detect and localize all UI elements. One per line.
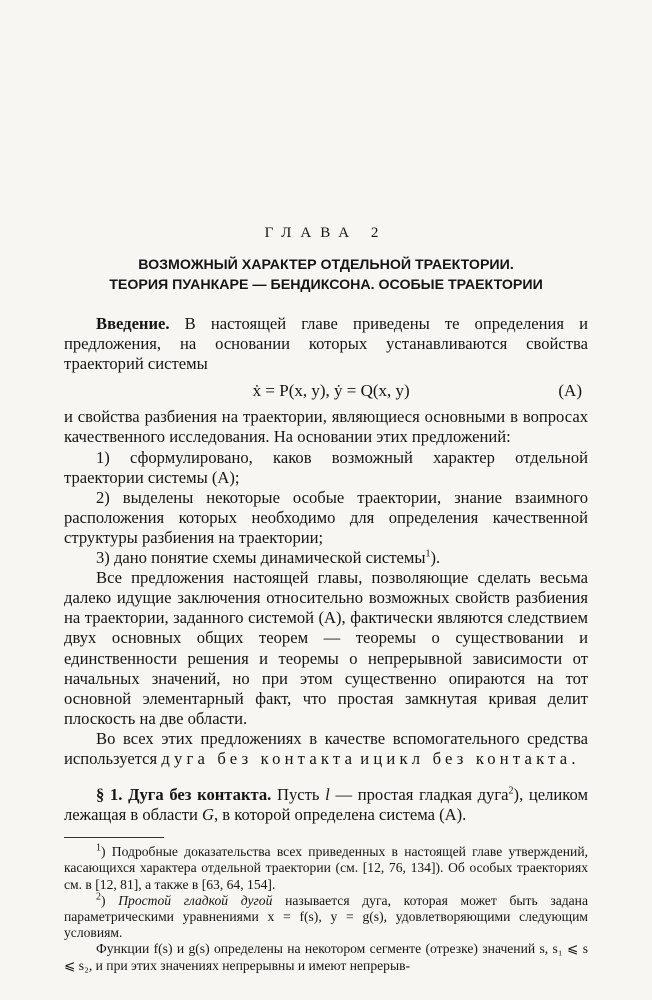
paragraph-tools: Во всех этих предложениях в качестве вспомогательного средства используется дуга без контакта и цикл без контакта. <box>64 728 588 768</box>
paragraph-after-equation: и свойства разбиения на траектории, являющиеся основными в вопросах качественного исследования. На основании этих предложений: <box>64 407 588 447</box>
list-item-1: 1) сформулировано, каков возможный характер отдельной траектории системы (A); <box>64 447 588 487</box>
term-cycle-without-contact: цикл без контакта <box>373 748 572 768</box>
term-arc-without-contact: дуга без контакта <box>161 748 357 768</box>
footnote-ref-1: 1 <box>425 548 431 560</box>
footnote-2: $^2$) Простой гладкой дугой называется дуга, которая может быть задана параметрическими уравнениями x = f(s), y = g(s), удовлетворяющими следующим условиям. <box>64 891 588 941</box>
footnote-ref-2: 2 <box>508 785 514 797</box>
chapter-label: ГЛАВА 2 <box>264 225 388 241</box>
intro-paragraph <box>64 314 588 374</box>
footnote-divider <box>64 837 164 838</box>
book-page <box>64 225 588 974</box>
section-1-heading: § 1. Дуга без контакта. <box>96 785 272 805</box>
equation-block <box>64 381 588 401</box>
paragraph-theorems: Все предложения настоящей главы, позволяющие сделать весьма далеко идущие заключения относительно возможных свойств разбиения на траектории, заданного системой (A), фактически являются следствием двух основных общих теорем — теоремы о существовании и единственности решения и теоремы о непрерывной зависимости от начальных значений, но при этом существенно опираются на тот основной элементарный факт, что простая замкнутая кривая делит плоскость на две области. <box>64 568 588 728</box>
list-item-2: 2) выделены некоторые особые траектории, знание взаимного расположения которых необходимо для определения качественной структуры разбиения на траектории; <box>64 487 588 547</box>
footnote-2-continued: Функции f(s) и g(s) определены на некотором сегменте (отрезке) значений s, s₁ ⩽ s ⩽ s₂, и при этих значениях непрерывны и имеют непрерыв- <box>64 941 588 973</box>
equation-label: (A) <box>558 381 582 401</box>
intro-lead: Введение. <box>96 314 170 333</box>
footnote-1: $^1$) Подробные доказательства всех приведенных в настоящей главе утверждений, касающихся характера отдельной траектории (см. [12, 76, 134]). Об особых траекториях см. в [12, 81], а также в [63, 64, 154]. <box>64 842 588 892</box>
equation-system-a: ẋ = P(x, y), ẏ = Q(x, y) <box>252 381 410 401</box>
chapter-title-line-1: ВОЗМОЖНЫЙ ХАРАКТЕР ОТДЕЛЬНОЙ ТРАЕКТОРИИ. <box>138 257 514 273</box>
list-item-3: 3) дано понятие схемы динамической системы$^1$). <box>96 548 441 568</box>
chapter-title-line-2: ТЕОРИЯ ПУАНКАРЕ — БЕНДИКСОНА. ОСОБЫЕ ТРАЕКТОРИИ <box>109 277 543 293</box>
intro-text: В настоящей главе приведены те определения и предложения, на основании которых устанавливаются свойства траекторий системы <box>64 314 588 374</box>
footnotes <box>64 844 588 974</box>
main-text <box>64 314 588 825</box>
section-1-paragraph: § 1. Дуга без контакта. Пусть l — простая гладкая дуга$^2$), целиком лежащая в области G, в которой определена система (A). <box>64 785 589 825</box>
